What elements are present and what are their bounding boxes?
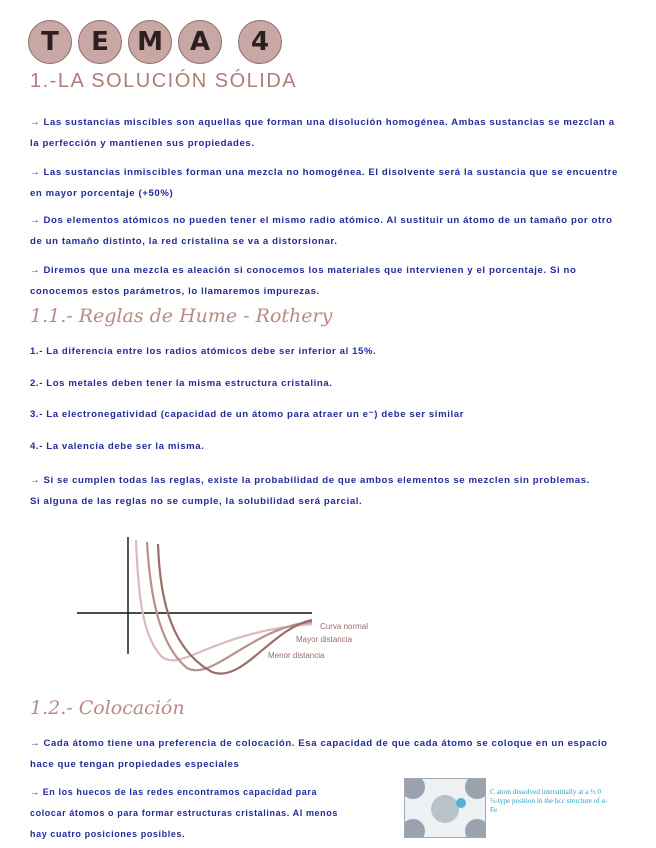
bcc-structure-drawing [405, 779, 485, 837]
title-letter: T [28, 20, 72, 64]
title-letter: M [128, 20, 172, 64]
bcc-structure-figure [404, 778, 486, 838]
paragraph-conclusion: → Si se cumplen todas las reglas, existe la probabilidad de que ambos elementos se mezclen sin problemas. Si alguna de las reglas no se cumple, la solubilidad será parcial. [30, 475, 590, 507]
potential-curves-chart [72, 532, 372, 682]
paragraph-radio-atomico: → Dos elementos atómicos no pueden tener el mismo radio atómico. Al sustituir un átomo de un tamaño por otro de un tamaño distinto, la red cristalina se va a distorsionar. [30, 215, 613, 247]
rule-3: 3.- La electronegatividad (capacidad de un átomo para atraer un e⁻) debe ser similar [30, 409, 465, 420]
paragraph-inmiscibles: → Las sustancias inmiscibles forman una mezcla no homogénea. El disolvente será la sustancia que se encuentre en mayor porcentaje (+50%) [30, 167, 618, 199]
legend-mayor-distancia: Mayor distancia [296, 635, 353, 644]
rule-4: 4.- La valencia debe ser la misma. [30, 441, 205, 452]
paragraph-miscibles: → Las sustancias miscibles son aquellas que forman una disolución homogénea. Ambas sustancias se mezclan a la perfección y mantienen sus propiedades. [30, 117, 615, 149]
section-heading-solucion-solida: 1.-LA SOLUCIÓN SÓLIDA [30, 70, 298, 92]
rule-1: 1.- La diferencia entre los radios atómicos debe ser inferior al 15%. [30, 346, 377, 357]
title-number: 4 [238, 20, 282, 64]
paragraph-huecos: → En los huecos de las redes encontramos capacidad para colocar átomos o para formar estructuras cristalinas. Al menos hay cuatro posiciones posibles. [30, 787, 338, 839]
interstitial-carbon-atom [456, 798, 466, 808]
paragraph-preferencia: → Cada átomo tiene una preferencia de colocación. Esa capacidad de que cada átomo se coloque en un espacio hace que tengan propiedades especiales [30, 738, 608, 770]
figure-caption: C atom dissolved interstitially at a ½ 0 ½-type position in the bcc structure of α-Fe [490, 788, 608, 814]
section-heading-colocacion: 1.2.- Colocación [30, 697, 185, 719]
paragraph-aleacion: → Diremos que una mezcla es aleación si conocemos los materiales que intervienen y el porcentaje. Si no conocemos estos parámetros, lo llamaremos impurezas. [30, 265, 577, 297]
section-heading-hume-rothery: 1.1.- Reglas de Hume - Rothery [30, 305, 333, 327]
rule-2: 2.- Los metales deben tener la misma estructura cristalina. [30, 378, 333, 389]
title-bubbles [28, 20, 282, 64]
legend-menor-distancia: Menor distancia [268, 651, 325, 660]
title-letter: E [78, 20, 122, 64]
title-letter: A [178, 20, 222, 64]
curve-menor-distancia [136, 540, 312, 660]
legend-curva-normal: Curva normal [320, 622, 369, 631]
